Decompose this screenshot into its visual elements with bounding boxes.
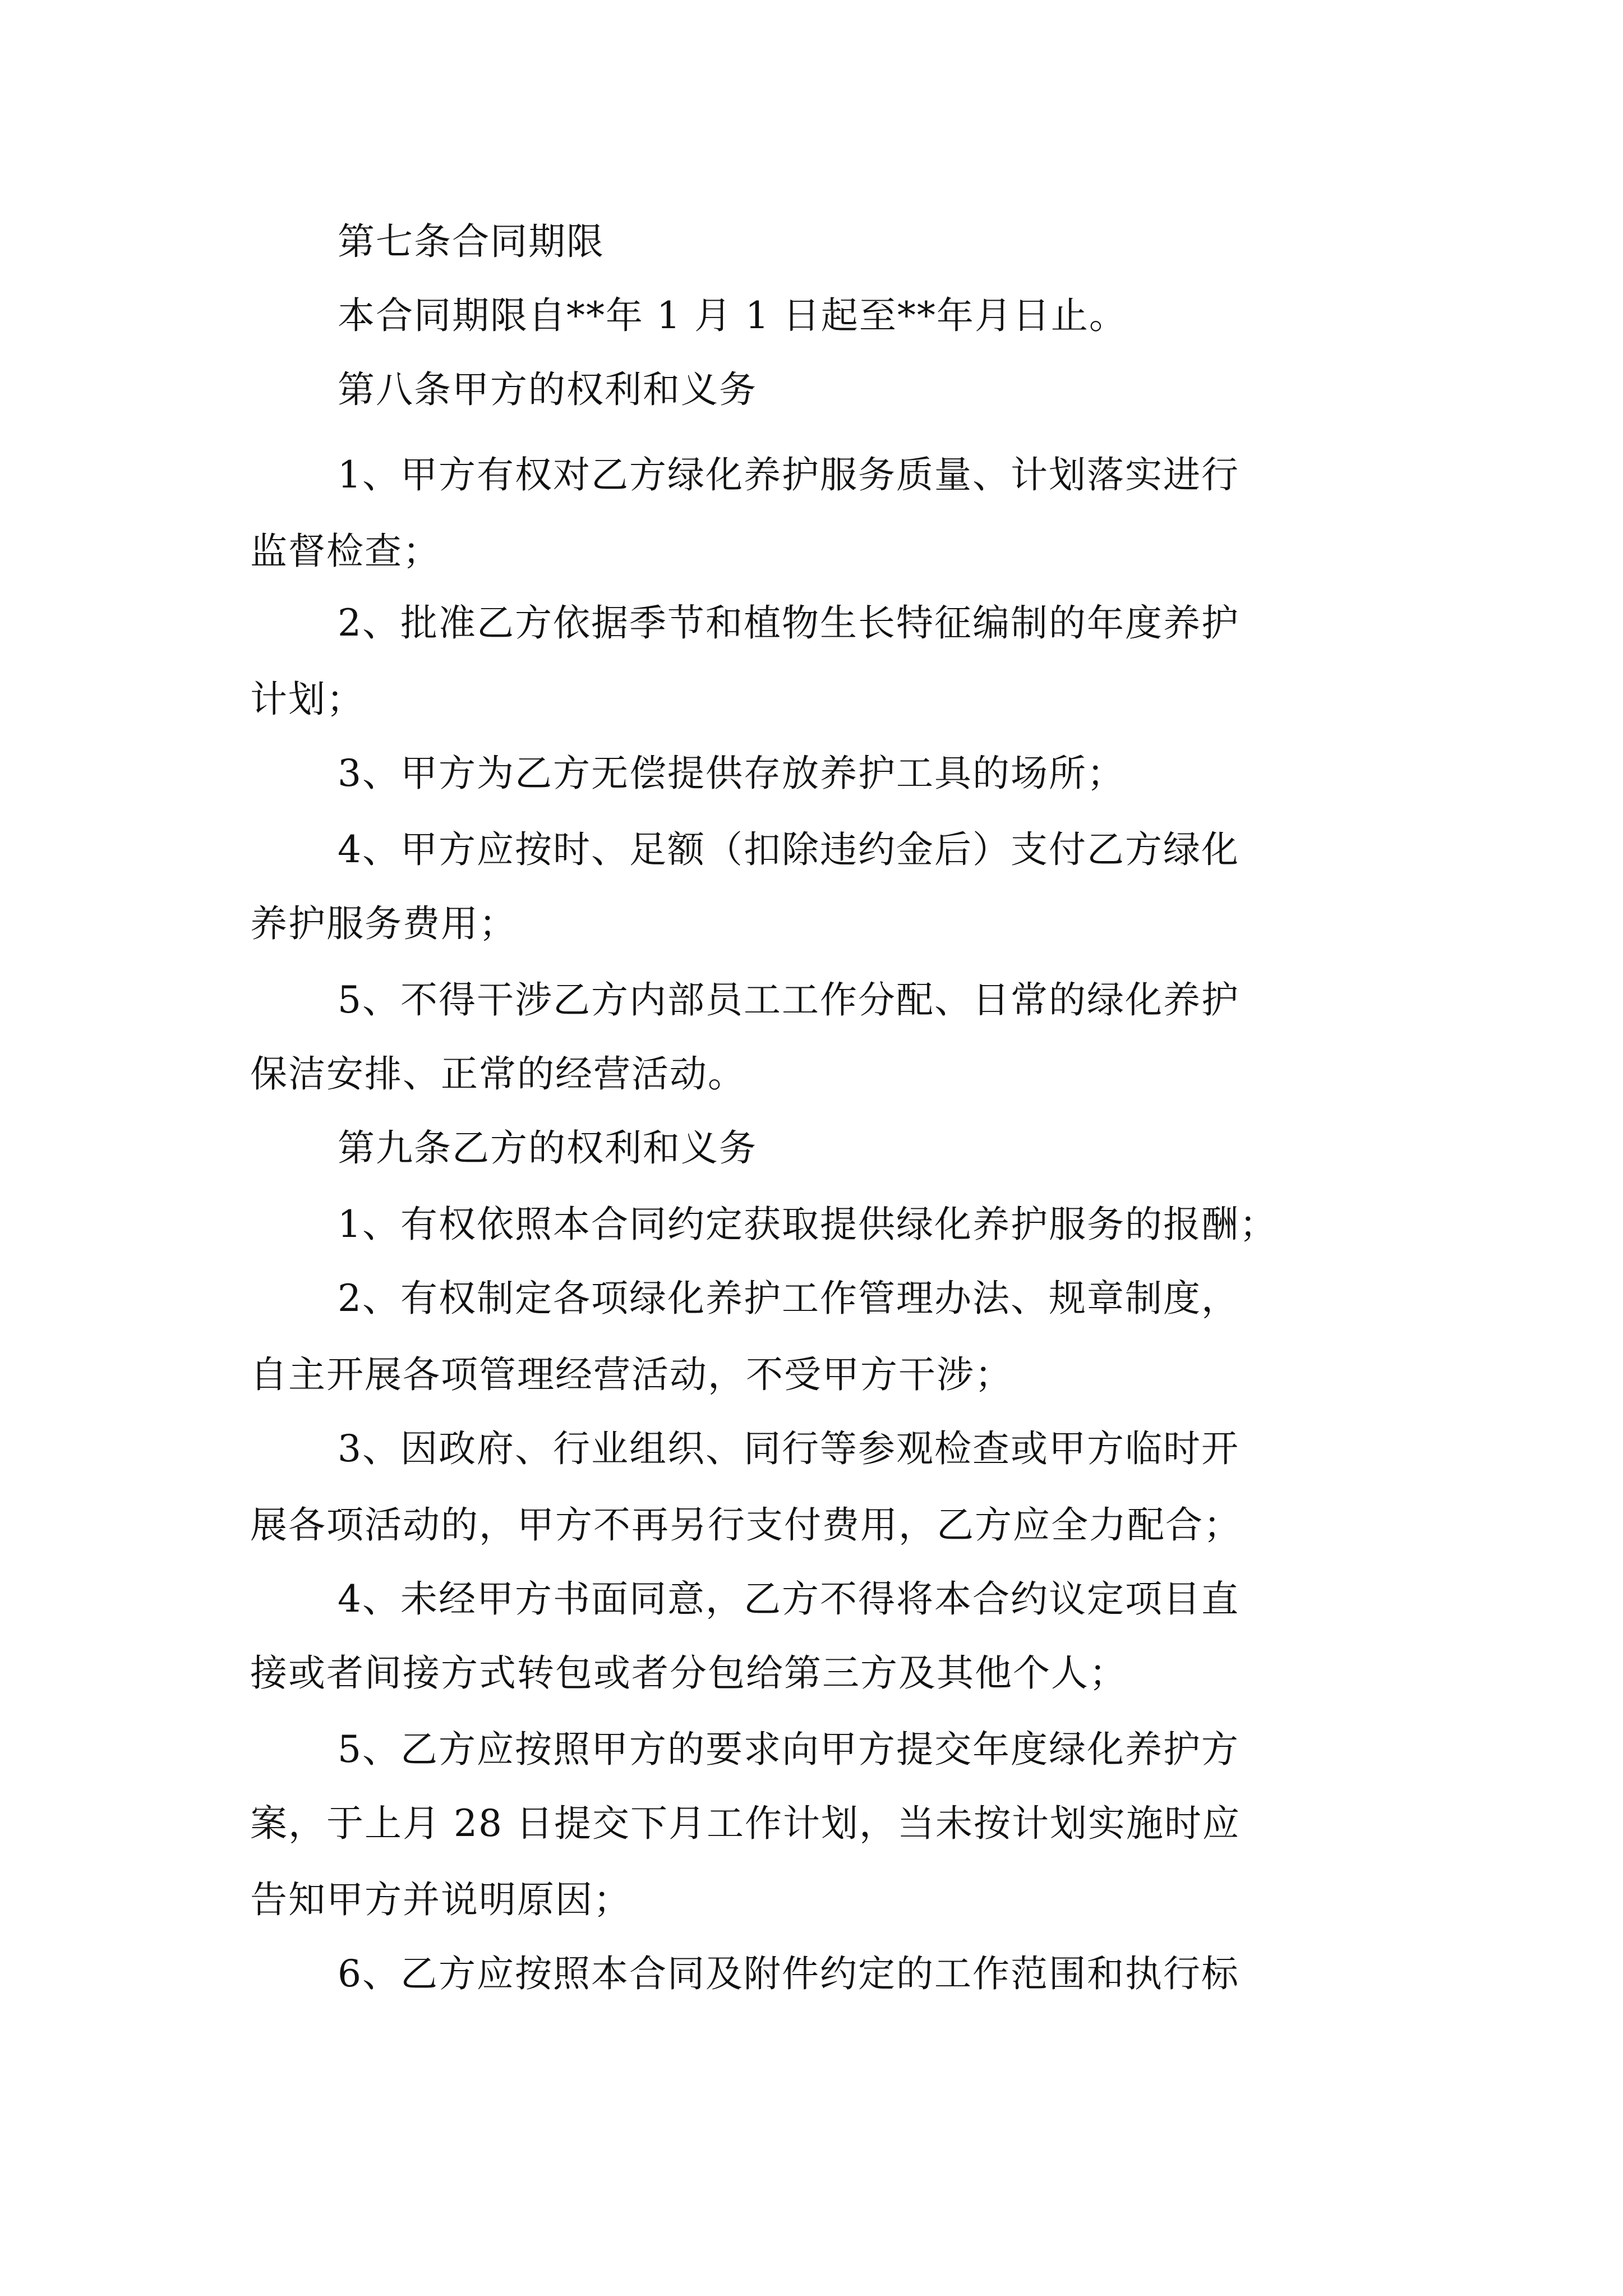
article-8-heading: 第八条甲方的权利和义务 (338, 368, 757, 411)
article-8-item-5-line-2: 保洁安排、正常的经营活动。 (250, 1052, 746, 1096)
article-9-item-1: 1、有权依照本合同约定获取提供绿化养护服务的报酬； (338, 1203, 1278, 1246)
article-8-item-1-line-1: 1、甲方有权对乙方绿化养护服务质量、计划落实进行 (338, 453, 1239, 496)
article-9-item-3-line-2: 展各项活动的，甲方不再另行支付费用，乙方应全力配合； (250, 1503, 1242, 1547)
article-9-item-2-line-1: 2、有权制定各项绿化养护工作管理办法、规章制度， (338, 1277, 1239, 1320)
article-9-item-5-line-1: 5、乙方应按照甲方的要求向甲方提交年度绿化养护方 (338, 1728, 1239, 1771)
article-9-item-4-line-2: 接或者间接方式转包或者分包给第三方及其他个人； (250, 1651, 1127, 1695)
article-8-item-4-line-1: 4、甲方应按时、足额（扣除违约金后）支付乙方绿化 (338, 828, 1239, 871)
article-9-item-5-line-2: 案，于上月 28 日提交下月工作计划，当未按计划实施时应 (250, 1802, 1241, 1845)
article-9-heading: 第九条乙方的权利和义务 (338, 1126, 757, 1170)
article-7-term-text: 本合同期限自**年 1 月 1 日起至**年月日止。 (338, 294, 1127, 337)
article-8-item-5-line-1: 5、不得干涉乙方内部员工工作分配、日常的绿化养护 (338, 978, 1239, 1022)
article-9-item-3-line-1: 3、因政府、行业组织、同行等参观检查或甲方临时开 (338, 1427, 1239, 1470)
article-8-item-2-line-1: 2、批准乙方依据季节和植物生长特征编制的年度养护 (338, 601, 1239, 645)
article-9-item-4-line-1: 4、未经甲方书面同意，乙方不得将本合约议定项目直 (338, 1577, 1239, 1621)
article-7-heading: 第七条合同期限 (338, 220, 605, 263)
article-9-item-5-line-3: 告知甲方并说明原因； (250, 1878, 631, 1921)
article-8-item-4-line-2: 养护服务费用； (250, 902, 517, 945)
article-8-item-3: 3、甲方为乙方无偿提供存放养护工具的场所； (338, 752, 1125, 795)
article-9-item-2-line-2: 自主开展各项管理经营活动，不受甲方干涉； (250, 1353, 1013, 1396)
article-9-item-6-line-1: 6、乙方应按照本合同及附件约定的工作范围和执行标 (338, 1952, 1239, 1995)
article-8-item-2-line-2: 计划； (250, 678, 365, 721)
article-8-item-1-line-2: 监督检查； (250, 530, 441, 573)
